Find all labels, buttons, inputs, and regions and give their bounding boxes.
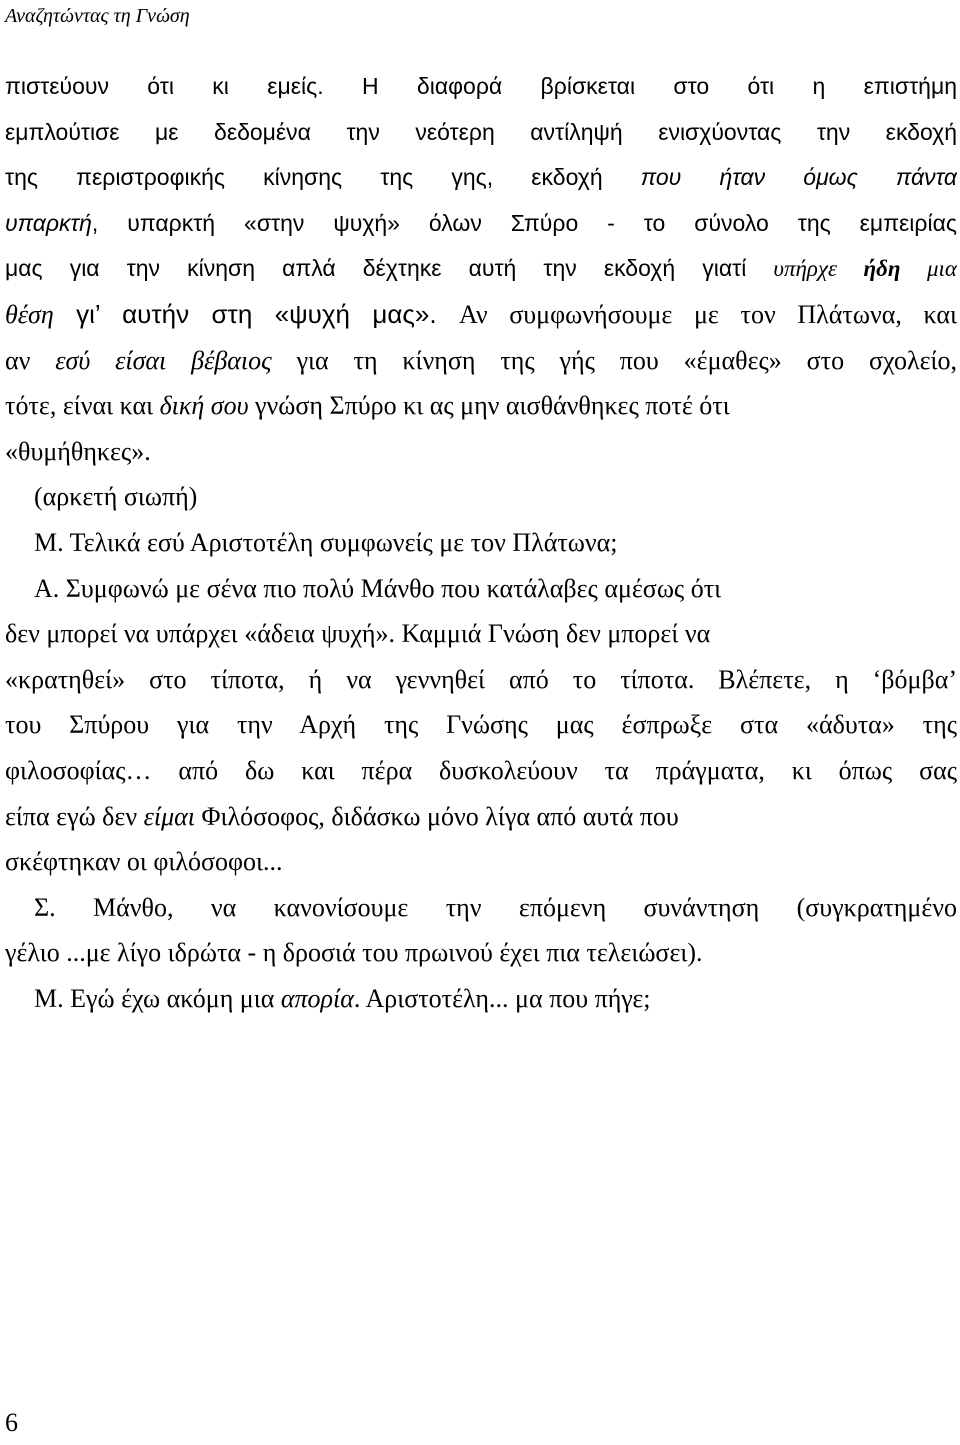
text-segment: απορία (280, 983, 354, 1013)
text-line (5, 201, 957, 247)
text-segment: τότε, είναι και (5, 391, 160, 421)
text-segment: γνώση Σπύρο κι ας μην αισθάνθηκες ποτέ ότι (248, 391, 730, 421)
text-segment: μας για την κίνηση απλά δέχτηκε αυτή την εκδοχή γιατί (5, 255, 774, 282)
text-line (5, 702, 957, 748)
running-head: Αναζητώντας τη Γνώση (5, 5, 190, 27)
text-segment: Η διαφορά βρίσκεται στο ότι η επιστήμη (361, 73, 957, 99)
text-line (5, 474, 957, 520)
text-segment: Σ. Μάνθο, να κανονίσουμε την επόμενη συνάντηση (συγκρατημένο (34, 892, 957, 922)
text-segment: φιλοσοφίας… από δω και πέρα δυσκολεύουν τα πράγματα, κι όπως σας (5, 755, 957, 785)
text-segment: Αν συμφωνήσουμε με τον Πλάτωνα, και (459, 299, 957, 329)
text-segment: , υπαρκτή «στην ψυχή» όλων Σπύρο - το σύνολο της εμπειρίας (91, 209, 957, 236)
text-segment: της περιστροφικής κίνησης της γης, εκδοχή (5, 164, 641, 191)
text-segment: . Αριστοτέλη... μα που πήγε; (353, 983, 651, 1013)
text-line (5, 155, 957, 201)
text-segment: Α. Συμφωνώ με σένα πιο πολύ Μάνθο που κατάλαβες αμέσως ότι (34, 573, 722, 603)
text-segment: για τη κίνηση της γής που «έμαθες» στο σχολείο, (271, 345, 957, 375)
text-segment: που ήταν όμως πάντα (640, 164, 957, 191)
text-segment: υπήρχε (773, 256, 864, 282)
text-segment: πιστεύουν ότι κι εμείς. (5, 73, 362, 99)
text-segment: σκέφτηκαν οι φιλόσοφοι... (5, 847, 283, 877)
text-line (5, 246, 957, 292)
text-segment: Μ. Τελικά εσύ Αριστοτέλη συμφωνείς με τον Πλάτωνα; (34, 527, 618, 557)
text-line (5, 292, 957, 338)
text-line (5, 520, 957, 566)
text-segment: εμπλούτισε με δεδομένα την νεότερη αντίληψή ενισχύοντας την εκδοχή (5, 118, 957, 145)
text-segment: εσύ είσαι βέβαιος (55, 345, 272, 375)
body-text (5, 64, 957, 1021)
text-line (5, 930, 957, 976)
text-segment: υπαρκτή (5, 209, 92, 236)
page-number: 6 (5, 1408, 18, 1437)
text-line (5, 657, 957, 703)
text-line (5, 794, 957, 840)
text-line (5, 885, 957, 931)
text-segment: θέση (5, 299, 54, 329)
text-line (5, 566, 957, 612)
text-segment: αν (5, 345, 56, 375)
text-line (5, 429, 957, 475)
text-segment: είπα εγώ δεν (5, 801, 144, 831)
text-segment: δική σου (159, 391, 249, 421)
text-segment: Φιλόσοφος, διδάσκω μόνο λίγα από αυτά που (195, 801, 679, 831)
text-line (5, 976, 957, 1022)
text-line (5, 611, 957, 657)
text-line (5, 338, 957, 384)
text-line (5, 110, 957, 156)
text-segment: μια (900, 256, 957, 282)
text-segment: του Σπύρου για την Αρχή της Γνώσης μας έσπρωξε στα «άδυτα» της (5, 710, 957, 740)
text-line (5, 383, 957, 429)
text-segment: Μ. Εγώ έχω ακόμη μια (34, 983, 281, 1013)
text-segment: «κρατηθεί» στο τίποτα, ή να γεννηθεί από το τίποτα. Βλέπετε, η ‘βόμβα’ (5, 664, 957, 694)
text-line (5, 839, 957, 885)
text-segment: γέλιο ...με λίγο ιδρώτα - η δροσιά του πρωινού έχει πια τελειώσει). (5, 938, 703, 968)
text-line (5, 748, 957, 794)
text-segment: δεν μπορεί να υπάρχει «άδεια ψυχή». Καμμιά Γνώση δεν μπορεί να (5, 619, 711, 649)
text-segment: (αρκετή σιωπή) (34, 482, 198, 512)
text-segment: γι’ αυτήν στη «ψυχή μας». (53, 298, 459, 329)
text-segment: είμαι (143, 801, 195, 831)
text-segment: «θυμήθηκες». (5, 436, 151, 466)
text-segment: ήδη (863, 256, 901, 282)
text-line (5, 64, 957, 110)
